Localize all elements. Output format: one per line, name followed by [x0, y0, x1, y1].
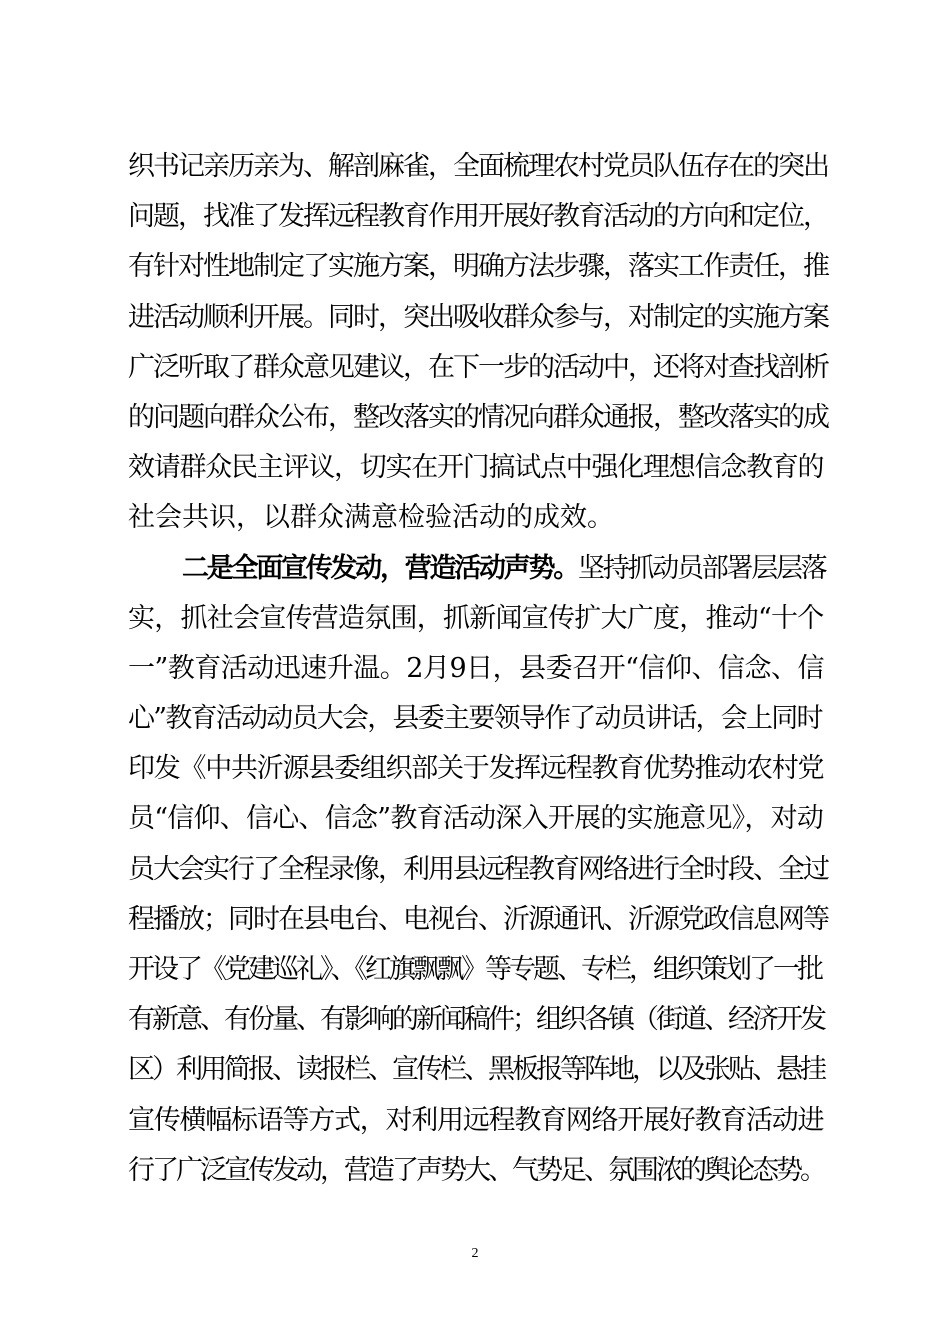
paragraph-lead-heading: 二是全面宣传发动，营造活动声势。 — [182, 552, 578, 584]
text-line: 织书记亲历亲为、解剖麻雀，全面梳理农村党员队伍存在的突出 — [128, 151, 828, 182]
text-line: 员大会实行了全程录像，利用县远程教育网络进行全时段、全过 — [128, 853, 828, 885]
text-line: 实，抓社会宣传营造氛围，抓新闻宣传扩大广度，推动“十个 — [128, 602, 824, 634]
text-line: 有新意、有份量、有影响的新闻稿件；组织各镇（街道、经济开发 — [128, 1004, 824, 1036]
text-line: 效请群众民主评议，切实在开门搞试点中强化理想信念教育的 — [128, 452, 824, 484]
text-line: 有针对性地制定了实施方案，明确方法步骤，落实工作责任，推 — [128, 251, 828, 283]
body-text — [128, 142, 828, 1196]
text-line: 区）利用简报、读报栏、宣传栏、黑板报等阵地，以及张贴、悬挂 — [128, 1054, 824, 1086]
text-line: 进活动顺利开展。同时，突出吸收群众参与，对制定的实施方案 — [128, 301, 828, 333]
text-line: 行了广泛宣传发动，营造了声势大、气势足、氛围浓的舆论态势。 — [128, 1154, 824, 1186]
text-line: 员“信仰、信心、信念”教育活动深入开展的实施意见》，对动 — [128, 803, 824, 835]
paragraph-first-line — [128, 544, 828, 594]
text-line: 广泛听取了群众意见建议，在下一步的活动中，还将对查找剖析 — [128, 351, 828, 383]
text-line: 开设了《党建巡礼》、《红旗飘飘》等专题、专栏，组织策划了一批 — [128, 954, 821, 985]
text-line: 程播放；同时在县电台、电视台、沂源通讯、沂源党政信息网等 — [128, 903, 828, 935]
text-line: 社会共识，以群众满意检验活动的成效。 — [128, 502, 614, 534]
text-line: 的问题向群众公布，整改落实的情况向群众通报，整改落实的成 — [128, 401, 828, 433]
text-line: 一”教育活动迅速升温。2月9日，县委召开“信仰、信念、信 — [128, 652, 824, 684]
text-line: 宣传横幅标语等方式，对利用远程教育网络开展好教育活动进 — [128, 1104, 824, 1136]
text-line: 心”教育活动动员大会，县委主要领导作了动员讲话，会上同时 — [128, 703, 822, 735]
paragraph-first-line-rest: 坚持抓动员部署层层落 — [578, 552, 826, 584]
page-number: 2 — [471, 1246, 479, 1261]
text-line: 印发《中共沂源县委组织部关于发挥远程教育优势推动农村党 — [128, 753, 824, 785]
text-line: 问题，找准了发挥远程教育作用开展好教育活动的方向和定位， — [128, 201, 828, 233]
